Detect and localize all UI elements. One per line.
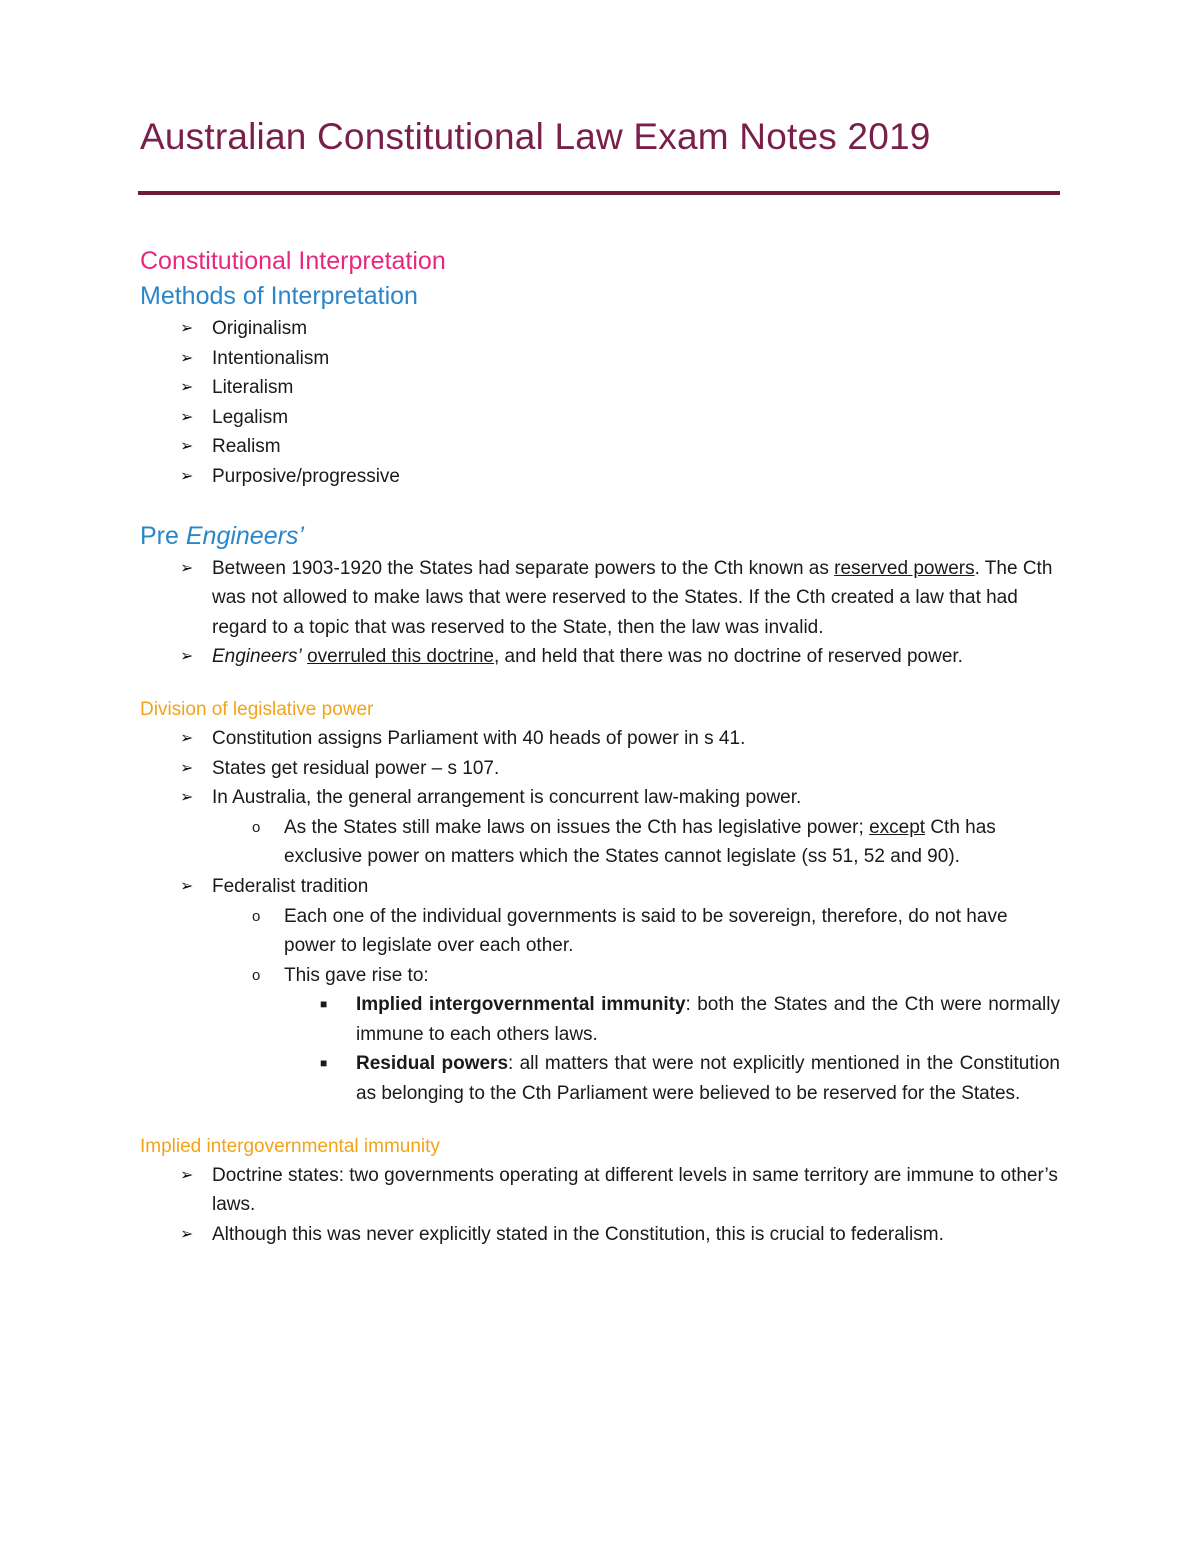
sub-list — [212, 902, 1060, 1109]
arrow-bullet-icon: ➢ — [180, 1166, 194, 1184]
arrow-bullet-icon: ➢ — [180, 877, 194, 895]
subheading-implied-intergovernmental-immunity: Implied intergovernmental immunity — [140, 1135, 440, 1157]
arrow-bullet-icon: ➢ — [180, 320, 194, 337]
list-item: ■ Implied intergovernmental immunity: both the States and the Cth were normally immune to each others laws. — [284, 990, 1060, 1049]
arrow-bullet-icon: ➢ — [180, 789, 194, 807]
document-body — [140, 244, 1060, 1249]
circle-bullet-icon: o — [252, 907, 261, 925]
circle-bullet-icon: o — [252, 818, 261, 836]
immunity-list — [140, 1161, 1060, 1250]
list-item: ➢ Intentionalism — [140, 344, 1060, 374]
arrow-bullet-icon: ➢ — [180, 759, 194, 777]
sub-list — [212, 813, 1060, 872]
subheading-methods-of-interpretation: Methods of Interpretation — [140, 282, 418, 310]
subheading-division-of-legislative-power: Division of legislative power — [140, 698, 374, 720]
arrow-bullet-icon: ➢ — [180, 1225, 194, 1243]
sub-sub-list — [284, 990, 1060, 1108]
list-item: o This gave rise to: ■ Implied intergovernmental immunity: both the States and the Cth were normally immune to each others laws. ■ Residual powers: all matters that were not explicitly mentioned in the Constitution as belonging to the Cth Parliament were believed to be reserved for the States. — [212, 961, 1060, 1109]
methods-list — [140, 314, 1060, 492]
title-divider — [138, 191, 1060, 195]
arrow-bullet-icon: ➢ — [180, 379, 194, 397]
list-item: ■ Residual powers: all matters that were not explicitly mentioned in the Constitution as belonging to the Cth Parliament were believed to be reserved for the States. — [284, 1049, 1060, 1108]
list-item: ➢ Realism — [140, 432, 1060, 462]
list-item: ➢ Engineers’ overruled this doctrine, and held that there was no doctrine of reserved power. — [140, 642, 1060, 672]
document-title: Australian Constitutional Law Exam Notes 2019 — [140, 116, 931, 157]
arrow-bullet-icon: ➢ — [180, 648, 194, 666]
list-item: ➢ Between 1903-1920 the States had separate powers to the Cth known as reserved powers. The Cth was not allowed to make laws that were reserved to the States. If the Cth created a law that had regard to a topic that was reserved to the State, then the law was invalid. — [140, 554, 1060, 643]
arrow-bullet-icon: ➢ — [180, 467, 194, 485]
square-bullet-icon: ■ — [320, 997, 328, 1012]
section-heading-constitutional-interpretation: Constitutional Interpretation — [140, 247, 446, 275]
division-list — [140, 724, 1060, 1109]
list-item: ➢ In Australia, the general arrangement is concurrent law-making power. o As the States still make laws on issues the Cth has legislative power; except Cth has exclusive power on matters which the States cannot legislate (ss 51, 52 and 90). — [140, 783, 1060, 872]
list-item: ➢ Federalist tradition o Each one of the individual governments is said to be sovereign, therefore, do not have power to legislate over each other. o This gave rise to: ■ Implied intergovernmental immunity: both the States and the Cth were normally immune to each others laws. ■ Residual powers: all matters that were not explicitly mentioned in the Constitution as belonging to the Cth Parliament were believed to be reserved for the States. — [140, 872, 1060, 1109]
list-item: ➢ Originalism — [140, 314, 1060, 344]
list-item: ➢ Constitution assigns Parliament with 40 heads of power in s 41. — [140, 724, 1060, 754]
circle-bullet-icon: o — [252, 966, 261, 984]
arrow-bullet-icon: ➢ — [180, 438, 194, 456]
list-item: ➢ Although this was never explicitly stated in the Constitution, this is crucial to federalism. — [140, 1220, 1060, 1250]
list-item: ➢ Doctrine states: two governments operating at different levels in same territory are immune to other’s laws. — [140, 1161, 1060, 1220]
subheading-pre-engineers: Pre Engineers’ — [140, 521, 304, 550]
arrow-bullet-icon: ➢ — [180, 729, 194, 747]
list-item: ➢ Purposive/progressive — [140, 462, 1060, 492]
list-item: o Each one of the individual governments is said to be sovereign, therefore, do not have power to legislate over each other. — [212, 902, 1060, 961]
list-item: ➢ Legalism — [140, 403, 1060, 433]
list-item: ➢ States get residual power – s 107. — [140, 754, 1060, 784]
list-item: o As the States still make laws on issues the Cth has legislative power; except Cth has exclusive power on matters which the States cannot legislate (ss 51, 52 and 90). — [212, 813, 1060, 872]
list-item: ➢ Literalism — [140, 373, 1060, 403]
arrow-bullet-icon: ➢ — [180, 408, 194, 426]
square-bullet-icon: ■ — [320, 1056, 328, 1071]
pre-engineers-list — [140, 554, 1060, 672]
arrow-bullet-icon: ➢ — [180, 349, 194, 367]
arrow-bullet-icon: ➢ — [180, 559, 194, 577]
